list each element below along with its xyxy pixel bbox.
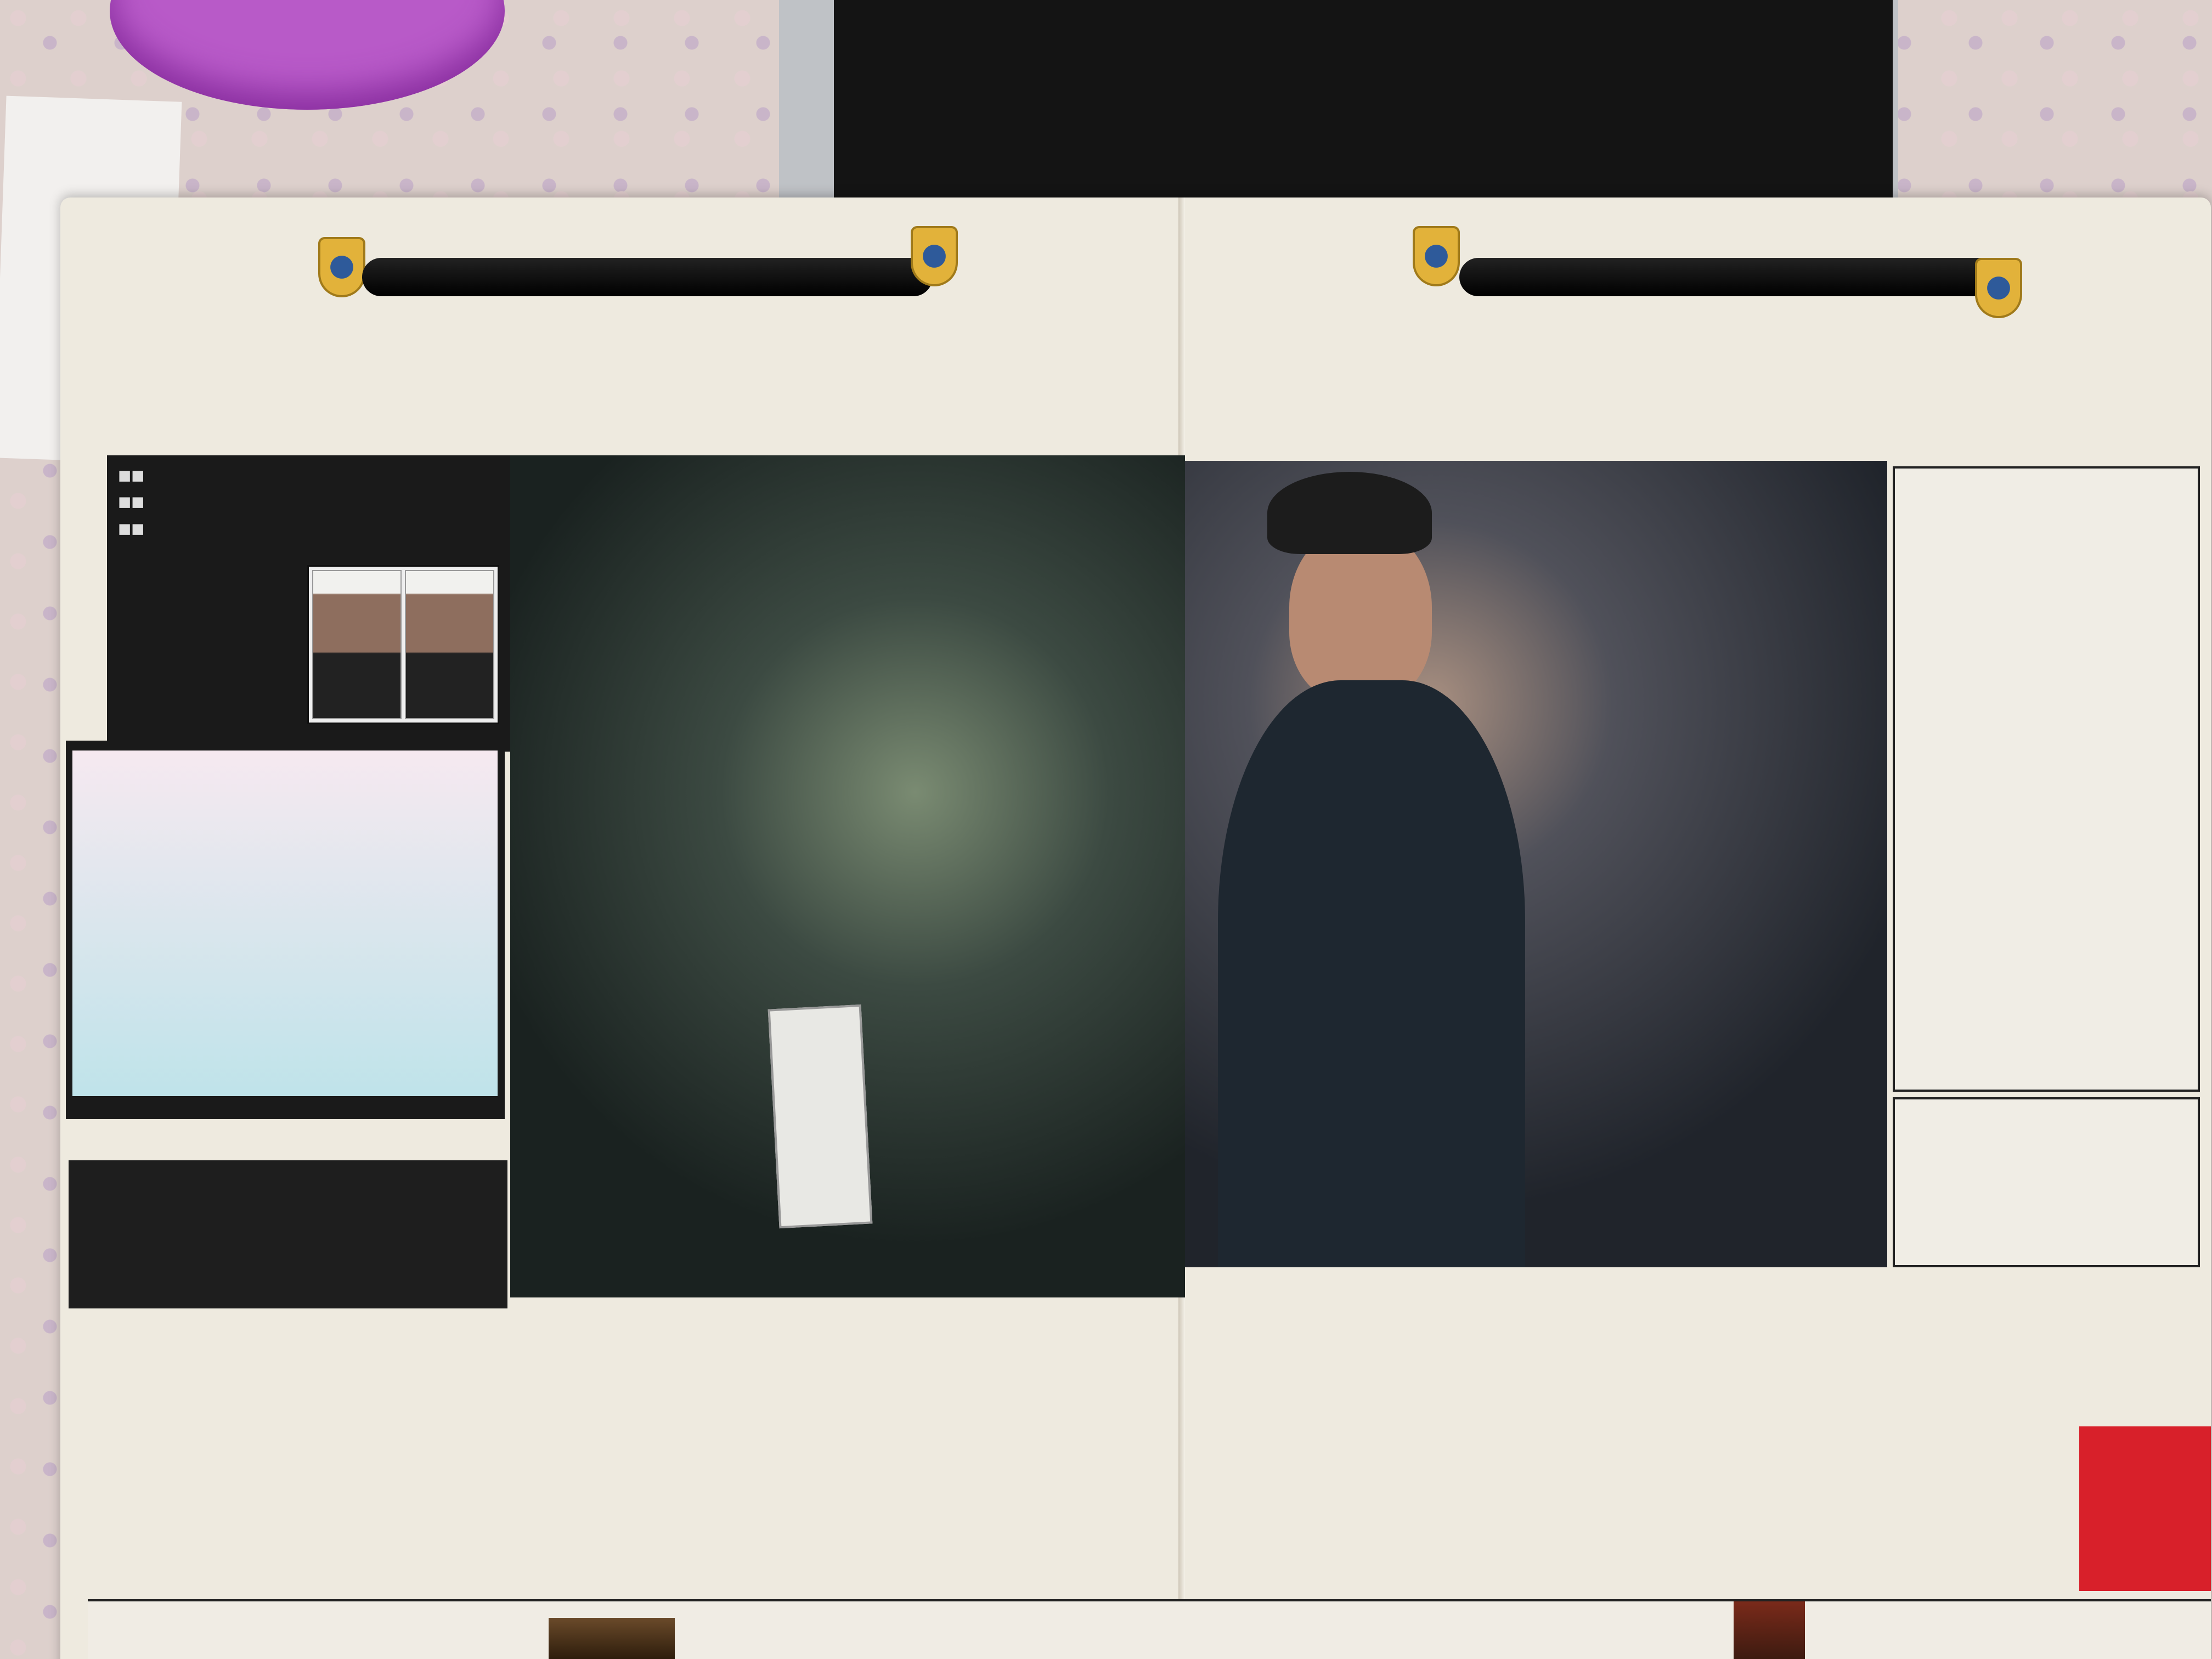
age-chart-box: [66, 741, 505, 1119]
portrait-ulf: [405, 570, 494, 719]
portrait-zendry: [312, 570, 402, 719]
age-bar-chart: [72, 751, 498, 1096]
intro-line: [118, 489, 513, 515]
story-photo-4: [1734, 1601, 1805, 1659]
article-col6: [1215, 1292, 1402, 1296]
crest-icon: [911, 226, 958, 286]
sidebar-rapporter: [1893, 466, 2200, 1092]
glass-sign: [768, 1005, 873, 1228]
author-portraits: [307, 565, 499, 724]
police-officer-photo: [1185, 461, 1887, 1267]
crest-icon: [1413, 226, 1460, 286]
intro-line: [118, 516, 326, 541]
page-headline: [132, 285, 1999, 450]
article-col8: [1618, 1292, 1805, 1296]
article-col5: [941, 1303, 1127, 1307]
ad-banner: [2079, 1426, 2211, 1591]
intro-line: [118, 463, 513, 488]
officer-cap: [1267, 472, 1432, 554]
bottom-news-strip: [88, 1599, 2211, 1659]
sign-line-2: [776, 1036, 856, 1041]
story-photo-1: [549, 1618, 675, 1659]
article-col3: [529, 1481, 710, 1486]
night-section-text: [69, 1160, 507, 1308]
officer-uniform: [1218, 680, 1525, 1267]
laptop-keyboard: [834, 0, 1893, 219]
sidebar-orter: [1893, 1097, 2200, 1267]
